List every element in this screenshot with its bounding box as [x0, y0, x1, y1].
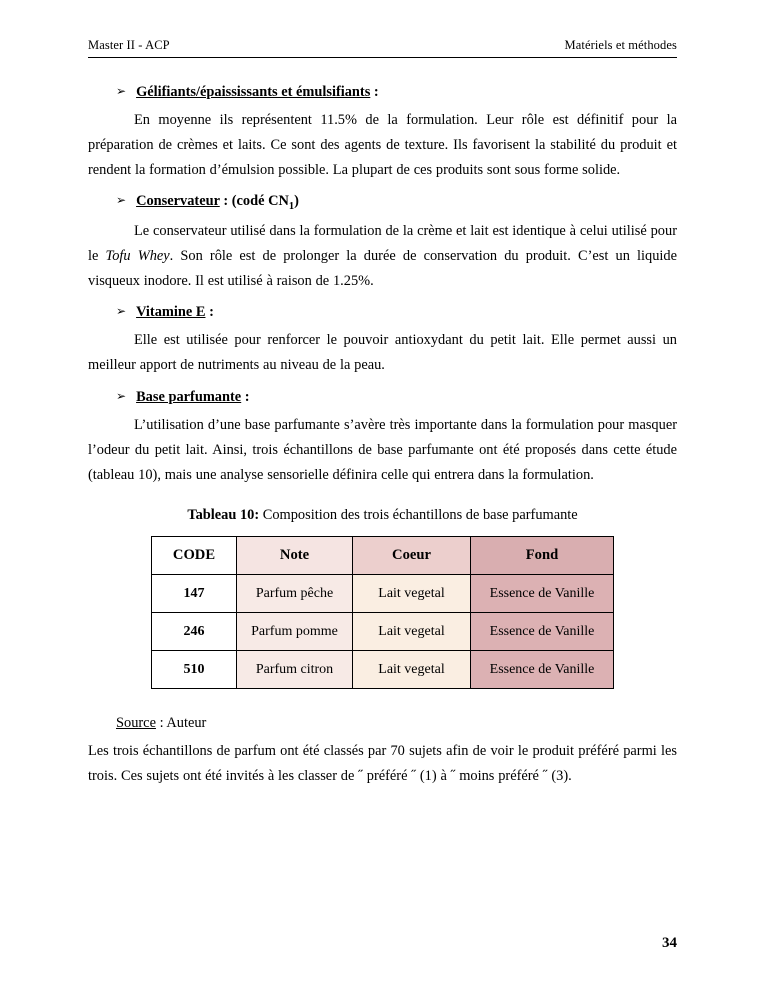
spacer — [88, 293, 677, 304]
section-suffix-conservateur: : (codé CN — [219, 193, 289, 210]
table-cell-coeur: Lait vegetal — [353, 613, 471, 651]
table-caption-label: Tableau 10: — [187, 507, 260, 524]
paragraph-vitamine-e: Elle est utilisée pour renforcer le pouvoir antioxydant du petit lait. Elle permet aussi un meilleur apport de nutriments au niveau de la peau. — [88, 332, 677, 374]
table-source — [116, 715, 677, 732]
composition-table — [151, 536, 614, 689]
bullet-arrow-icon: ➢ — [116, 84, 127, 98]
table-caption — [88, 507, 677, 524]
table-row — [152, 651, 614, 689]
section-suffix-base-parfumante: : — [241, 389, 250, 405]
table-cell-code: 246 — [152, 613, 237, 651]
section-suffix-subscript: 1 — [288, 201, 295, 213]
table-container — [88, 536, 677, 689]
table-header-coeur: Coeur — [353, 537, 471, 575]
table-header-code: CODE — [152, 537, 237, 575]
section-heading-vitamine-e — [116, 304, 677, 321]
closing-paragraph: Les trois échantillons de parfum ont été classés par 70 sujets afin de voir le produit préféré parmi les trois. Ces sujets ont été invités à les classer de ˝ préféré ˝ (1) à ˝ moins préféré ˝ (3). — [88, 743, 677, 785]
table-header-fond: Fond — [471, 537, 614, 575]
table-cell-coeur: Lait vegetal — [353, 575, 471, 613]
table-cell-code: 147 — [152, 575, 237, 613]
paragraph-conservateur-part1: Le conservateur utilisé dans la formulation de la crème et lait est identique à celui utilisé pour le — [88, 223, 677, 264]
bullet-arrow-icon: ➢ — [116, 389, 127, 403]
table-header-row — [152, 537, 614, 575]
bullet-arrow-icon: ➢ — [116, 193, 127, 208]
paragraph-conservateur — [88, 219, 677, 293]
table-cell-note: Parfum citron — [237, 651, 353, 689]
page-header — [88, 38, 677, 58]
table-caption-text: Composition des trois échantillons de base parfumante — [259, 507, 578, 524]
table-cell-note: Parfum pomme — [237, 613, 353, 651]
section-title-vitamine-e: Vitamine E — [136, 304, 206, 321]
table-row — [152, 613, 614, 651]
section-title-base-parfumante: Base parfumante — [136, 389, 242, 405]
paragraph-conservateur-part2: . Son rôle est de prolonger la durée de conservation du produit. C’est un liquide visqueux inodore. Il est utilisé à raison de 1.25%. — [88, 247, 678, 289]
table-cell-fond: Essence de Vanille — [471, 575, 614, 613]
page-number: 34 — [662, 935, 677, 951]
section-title-gelifiants: Gélifiants/épaississants et émulsifiants — [136, 84, 371, 100]
header-right-text: Matériels et méthodes — [564, 38, 677, 52]
section-heading-conservateur — [116, 193, 677, 212]
section-suffix-vitamine-e: : — [205, 304, 214, 321]
section-heading-gelifiants — [116, 84, 677, 101]
paragraph-conservateur-italic: Tofu Whey — [105, 247, 170, 264]
table-cell-fond: Essence de Vanille — [471, 651, 614, 689]
header-left-text: Master II - ACP — [88, 38, 170, 52]
spacer — [88, 182, 677, 193]
section-suffix-gelifiants: : — [370, 84, 379, 100]
table-header-note: Note — [237, 537, 353, 575]
bullet-arrow-icon: ➢ — [116, 304, 127, 319]
paragraph-base-parfumante: L’utilisation d’une base parfumante s’avère très importante dans la formulation pour masquer l’odeur du petit lait. Ainsi, trois échantillons de base parfumante ont été proposés dans cette étude (tableau 10), mais une analyse sensorielle définira celle qui entrera dans la formulation. — [88, 417, 677, 483]
table-cell-code: 510 — [152, 651, 237, 689]
source-label: Source — [116, 715, 156, 732]
section-heading-base-parfumante — [116, 389, 677, 406]
source-value: : Auteur — [155, 715, 207, 732]
paragraph-gelifiants: En moyenne ils représentent 11.5% de la formulation. Leur rôle est définitif pour la préparation de crèmes et laits. Ce sont des agents de texture. Ils favorisent la stabilité du produit et rendent la formation d’émulsion possible. La plupart de ces produits sont sous forme solide. — [88, 112, 677, 178]
table-cell-fond: Essence de Vanille — [471, 613, 614, 651]
spacer — [88, 378, 677, 389]
section-title-conservateur: Conservateur — [136, 193, 220, 210]
table-cell-coeur: Lait vegetal — [353, 651, 471, 689]
table-cell-note: Parfum pêche — [237, 575, 353, 613]
section-suffix-end: ) — [294, 193, 299, 210]
table-row — [152, 575, 614, 613]
